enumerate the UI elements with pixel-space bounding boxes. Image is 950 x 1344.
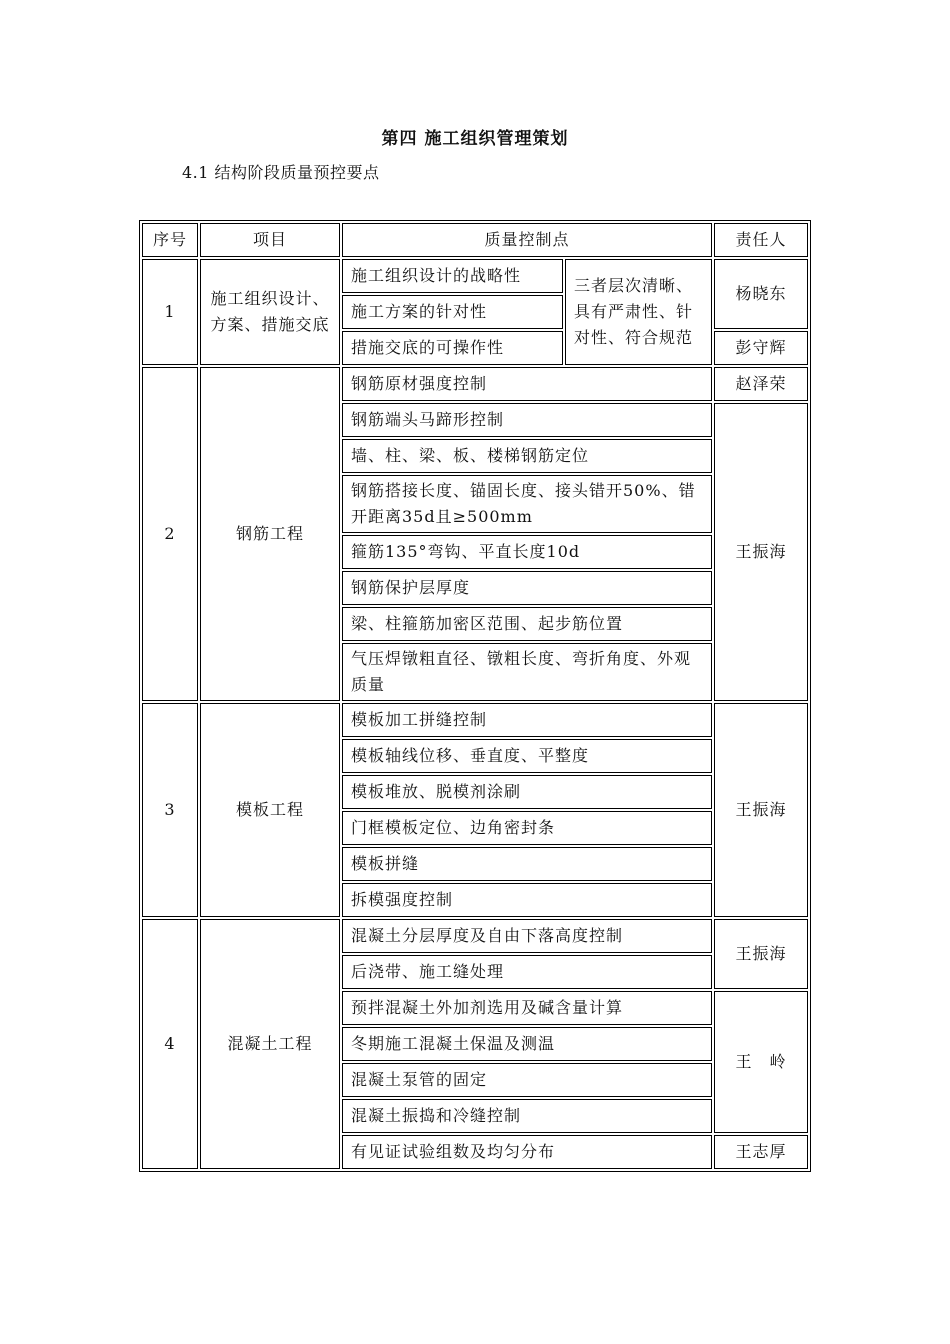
control-point-cell: 拆模强度控制	[342, 883, 712, 917]
requirement-note-cell: 三者层次清晰、具有严肃性、针对性、符合规范	[565, 259, 712, 365]
table-row	[142, 259, 808, 293]
table-row	[142, 703, 808, 737]
control-point-cell: 混凝土泵管的固定	[342, 1063, 712, 1097]
item-cell: 模板工程	[200, 703, 340, 917]
item-cell: 混凝土工程	[200, 919, 340, 1169]
control-point-cell: 气压焊镦粗直径、镦粗长度、弯折角度、外观质量	[342, 643, 712, 701]
control-point-cell: 混凝土分层厚度及自由下落高度控制	[342, 919, 712, 953]
control-point-cell: 施工方案的针对性	[342, 295, 563, 329]
table-row	[142, 367, 808, 401]
seq-cell: 1	[142, 259, 198, 365]
owner-cell: 王志厚	[714, 1135, 808, 1169]
table-header-row	[142, 223, 808, 257]
control-point-cell: 冬期施工混凝土保温及测温	[342, 1027, 712, 1061]
control-point-cell: 门框模板定位、边角密封条	[342, 811, 712, 845]
owner-cell: 王振海	[714, 403, 808, 701]
control-point-cell: 钢筋保护层厚度	[342, 571, 712, 605]
header-seq: 序号	[142, 223, 198, 257]
owner-cell: 王 岭	[714, 991, 808, 1133]
control-point-cell: 模板轴线位移、垂直度、平整度	[342, 739, 712, 773]
owner-cell: 彭守辉	[714, 331, 808, 365]
quality-control-table	[139, 220, 811, 1172]
control-point-cell: 墙、柱、梁、板、楼梯钢筋定位	[342, 439, 712, 473]
table-row	[142, 919, 808, 953]
control-point-cell: 模板堆放、脱模剂涂刷	[342, 775, 712, 809]
owner-cell: 杨晓东	[714, 259, 808, 329]
section-heading: 4.1 结构阶段质量预控要点	[182, 163, 380, 182]
control-point-cell: 箍筋135°弯钩、平直长度10d	[342, 535, 712, 569]
control-point-cell: 钢筋端头马蹄形控制	[342, 403, 712, 437]
control-point-cell: 措施交底的可操作性	[342, 331, 563, 365]
seq-cell: 3	[142, 703, 198, 917]
seq-cell: 2	[142, 367, 198, 701]
control-point-cell: 钢筋搭接长度、锚固长度、接头错开50%、错开距离35d且≥500mm	[342, 475, 712, 533]
control-point-cell: 钢筋原材强度控制	[342, 367, 712, 401]
control-point-cell: 混凝土振捣和冷缝控制	[342, 1099, 712, 1133]
control-point-cell: 后浇带、施工缝处理	[342, 955, 712, 989]
header-item: 项目	[200, 223, 340, 257]
owner-cell: 赵泽荣	[714, 367, 808, 401]
header-owner: 责任人	[714, 223, 808, 257]
item-cell: 施工组织设计、方案、措施交底	[200, 259, 340, 365]
control-point-cell: 模板加工拼缝控制	[342, 703, 712, 737]
item-cell: 钢筋工程	[200, 367, 340, 701]
owner-cell: 王振海	[714, 703, 808, 917]
control-point-cell: 施工组织设计的战略性	[342, 259, 563, 293]
control-point-cell: 有见证试验组数及均匀分布	[342, 1135, 712, 1169]
seq-cell: 4	[142, 919, 198, 1169]
owner-cell: 王振海	[714, 919, 808, 989]
control-point-cell: 预拌混凝土外加剂选用及碱含量计算	[342, 991, 712, 1025]
page-title: 第四 施工组织管理策划	[381, 129, 569, 149]
header-control-point: 质量控制点	[342, 223, 712, 257]
control-point-cell: 模板拼缝	[342, 847, 712, 881]
control-point-cell: 梁、柱箍筋加密区范围、起步筋位置	[342, 607, 712, 641]
